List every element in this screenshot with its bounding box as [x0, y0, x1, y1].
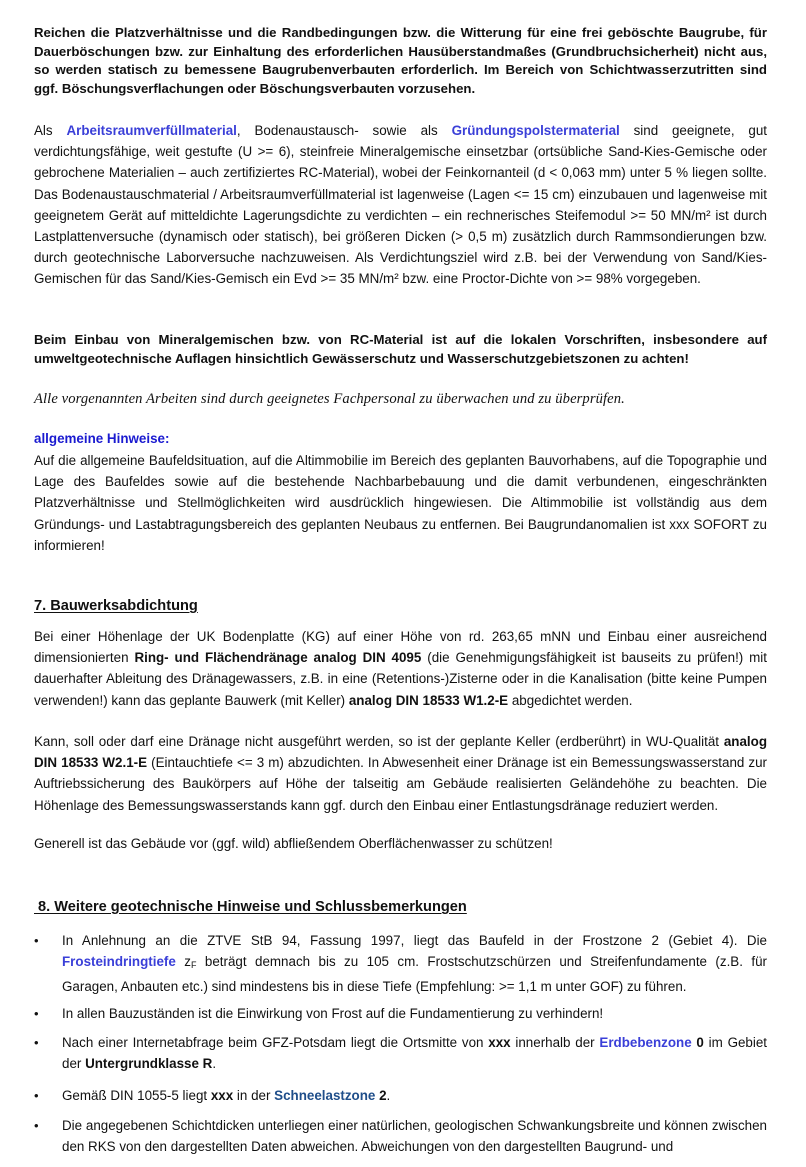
earthquake-zone-text: [62, 1032, 767, 1074]
general-notes-heading: allgemeine Hinweise:: [34, 431, 170, 446]
din-4095-reference: Ring- und Flächendränage analog DIN 4095: [134, 650, 422, 666]
bullet-icon: •: [34, 1006, 39, 1021]
text: Kann, soll oder darf eine Dränage nicht ausgeführt werden, so ist der geplante Keller (erdberührt) in WU-Qualität: [34, 734, 724, 749]
term-frosteindringtiefe: Frosteindringtiefe: [62, 954, 176, 970]
earthquake-zone-value: 0: [691, 1035, 704, 1050]
snow-load-zone-text: [62, 1085, 767, 1106]
din-18533-w21-reference: analog DIN 18533 W2.1-E: [34, 734, 767, 771]
layer-thickness-text: Die angegebenen Schichtdicken unterliegen einer natürlichen, geologischen Schwankungsbreite und können zwischen den RKS von den dargestellten Daten abweichen. Abweichungen von den dargestellten Baugrund- und: [62, 1118, 767, 1155]
text: (die Genehmigungsfähigkeit ist bauseits zu prüfen!) mit dauerhafter Ableitung des Dränagewassers, z.B. in eine (Retentions-)Zisterne oder in die Kanalisation (bitte keine Pumpen verwenden!) kann das geplante Bauwerk (mit Keller): [34, 650, 768, 708]
text: .: [212, 1056, 217, 1072]
section-7-paragraph-2: [34, 731, 767, 816]
general-notes-text: Auf die allgemeine Baufeldsituation, auf die Altimmobilie im Bereich des geplanten Bauvorhabens, auf die Topographie und Lage des Baufeldes sowie auf die bestehende Nachbarbebauung und die damit verbundenen, eingeschränkten Platzverhältnisse und Stellmöglichkeiten wird ausdrücklich hingewiesen. Die Altimmobilie ist vollständig aus dem Gründungs- und Lastabtragungsbereich des geplanten Neubaus zu entfernen. Bei Baugrundanomalien ist xxx SOFORT zu informieren!: [34, 453, 767, 553]
bullet-icon: •: [34, 933, 39, 948]
frost-zone-text: [62, 930, 767, 998]
placeholder-location: xxx: [210, 1088, 234, 1103]
text: sind geeignete, gut verdichtungsfähige, weit gestufte (U >= 6), steinfreie Mineralgemische einsetzbar (ortsübliche Sand-Kies-Gemische oder gebrochene Materialien – auch zertifiziertes RC-Material), wobei der Feinkornanteil (d < 0,063 mm) unter 5 % liegen sollte. Das Bodenaustauschmaterial / Arbeitsraumverfüllmaterial ist lagenweise (Lagen <= 15 cm) einzubauen und lagenweise mit geeignetem Gerät auf mitteldichte Lagerungsdichte zu verdichten – ein rechnerisches Steifemodul >= 50 MN/m² ist durch Lastplattenversuche (dynamisch oder statisch), bei größeren Dicken (> 0,5 m) zusätzlich durch Rammsondierungen bzw. durch geotechnische Laborversuche nachzuweisen. Als Verdichtungsziel wird z.B. bei der Verwendung von Sand/Kies-Gemischen für das Sand/Kies-Gemisch ein Evd >= 35 MN/m² bzw. eine Proctor-Dichte von >= 98% vorgegeben.: [34, 123, 767, 287]
term-erdbebenzone: Erdbebenzone: [599, 1035, 692, 1050]
supervision-note: Alle vorgenannten Arbeiten sind durch geeignetes Fachpersonal zu überwachen und zu überprüfen.: [34, 391, 625, 407]
fill-material-paragraph: [34, 120, 767, 290]
rc-material-warning: Beim Einbau von Mineralgemischen bzw. von RC-Material ist auf die lokalen Vorschriften, insbesondere auf umweltgeotechnische Auflagen hinsichtlich Gewässerschutz und Wasserschutzgebietszonen zu achten!: [34, 332, 767, 366]
text: im Gebiet der: [62, 1035, 768, 1072]
section-7-paragraph-3: Generell ist das Gebäude vor (ggf. wild) abfließendem Oberflächenwasser zu schützen!: [34, 836, 553, 851]
bullet-icon: •: [34, 1118, 39, 1133]
text: .: [386, 1088, 391, 1103]
term-gruendungspolstermaterial: Gründungspolstermaterial: [451, 123, 620, 138]
bullet-icon: •: [34, 1088, 39, 1103]
text: Bei einer Höhenlage der UK Bodenplatte (KG) auf einer Höhe von rd. 263,65 mNN und Einbau einer ausreichend dimensionierten: [34, 629, 767, 666]
section-7-paragraph-1: [34, 626, 767, 711]
term-arbeitsraumverfuellmaterial: Arbeitsraumverfüllmaterial: [66, 123, 237, 138]
symbol-z: $z_F$: [184, 954, 197, 971]
snow-load-zone-value: 2: [375, 1088, 387, 1103]
placeholder-location: xxx: [488, 1035, 511, 1050]
text: abgedichtet werden.: [508, 692, 633, 708]
excavation-support-paragraph: Reichen die Platzverhältnisse und die Randbedingungen bzw. die Witterung für eine frei geböschte Baugrube, für Dauerböschungen bzw. zur Einhaltung des erforderlichen Hausüberstandmaßes (Grundbruchsicherheit) nicht aus, so werden statisch zu bemessene Baugrubenverbauten erforderlich. Im Bereich von Schichtwasserzutritten sind ggf. Böschungsverflachungen oder Böschungsverbauten vorzusehen.: [34, 25, 767, 96]
section-7-title: 7. Bauwerksabdichtung: [34, 598, 198, 614]
frost-protection-text: In allen Bauzuständen ist die Einwirkung von Frost auf die Fundamentierung zu verhindern!: [62, 1006, 604, 1021]
section-8-title: 8. Weitere geotechnische Hinweise und Schlussbemerkungen: [34, 899, 467, 915]
subsoil-class: Untergrundklasse R: [85, 1056, 213, 1072]
text: (Eintauchtiefe <= 3 m) abzudichten. In Abwesenheit einer Dränage ist ein Bemessungswasserstand zur Auftriebssicherung des Baukörpers auf Höhe der talseitig am Gebäude realisierten Geländehöhe zu beachten. Die Höhenlage des Bemessungswasserstands kann ggf. durch den Einbau einer Entlastungsdränage reduziert werden.: [34, 755, 767, 813]
din-18533-w12-reference: analog DIN 18533 W1.2-E: [348, 692, 509, 708]
text: innerhalb der: [510, 1035, 600, 1050]
text: Gemäß DIN 1055-5 liegt: [62, 1088, 211, 1103]
term-schneelastzone: Schneelastzone: [274, 1088, 376, 1103]
text: in der: [233, 1088, 275, 1103]
text: Als: [34, 123, 67, 138]
text: Nach einer Internetabfrage beim GFZ-Potsdam liegt die Ortsmitte von: [62, 1035, 489, 1050]
bullet-icon: •: [34, 1035, 39, 1050]
text: In Anlehnung an die ZTVE StB 94, Fassung 1997, liegt das Baufeld in der Frostzone 2 (Gebiet 4). Die: [62, 933, 767, 948]
text: , Bodenaustausch- sowie als: [236, 123, 452, 138]
text: beträgt demnach bis zu 105 cm. Frostschutzschürzen und Streifenfundamente (z.B. für Garagen, Anbauten etc.) sind mindestens bis in diese Tiefe (Empfehlung: >= 1,1 m unter GOF) zu führen.: [62, 954, 767, 995]
